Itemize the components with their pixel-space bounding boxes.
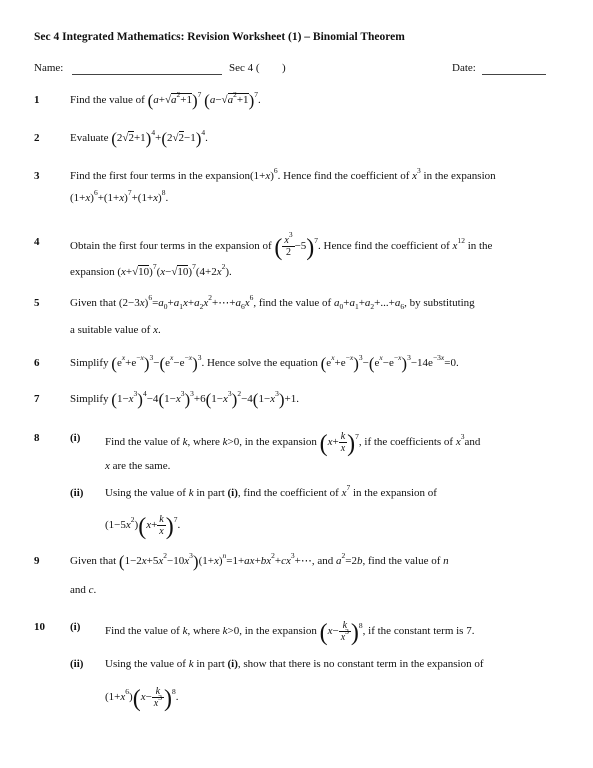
page-title: Sec 4 Integrated Mathematics: Revision Worksheet (1) – Binomial Theorem (34, 31, 405, 43)
question-number: 8 (34, 432, 40, 444)
question-9-line-2: and c. (70, 584, 97, 596)
question-10ii-line-2: $(1+x^6)(x-$ $\frac{k}{x^3}$ )$^8$. (105, 686, 179, 713)
question-1: Find the value of $(a+√a^2+1)^7$ $(a-√a^2+1)^7$. (70, 90, 261, 110)
name-field-line[interactable] (72, 63, 222, 75)
question-number: 3 (34, 170, 40, 182)
question-8ii-line-2: $(1-5x^2)(x+$ $\frac{k}{x}$ )$^7$. (105, 514, 181, 541)
question-8ii-line-1: Using the value of k in part (i), find the coefficient of $x^7$ in the expansion of (105, 483, 437, 499)
question-4-line-2: expansion $(x+√10)^7(x-√10)^7(4+2x^2)$. (70, 262, 232, 278)
class-close: ) (282, 62, 286, 74)
part-label: (i) (70, 432, 81, 444)
question-number: 9 (34, 555, 40, 567)
question-10i: Find the value of k, where k>0, in the expansion (x− $\frac{k}{x^3}$ )$^8$, if the constant term is 7. (105, 620, 475, 647)
date-label: Date: (452, 62, 476, 74)
question-number: 2 (34, 132, 40, 144)
question-1-text: Find the value of (70, 94, 145, 106)
question-8i-line-1: Find the value of k, where k>0, in the expansion (x+ $\frac{k}{x}$ )$^7$, if the coefficients of $x^3and$ (105, 431, 481, 458)
question-number: 1 (34, 94, 40, 106)
question-8i-line-2: x are the same. (105, 460, 171, 472)
question-9-line-1: Given that $(1-2x+5x^2-10x^3)(1+x)^n=1+ax+bx^2+cx^3+\cdots$, and $a^2=2b$, find the value of n (70, 551, 449, 571)
question-number: 6 (34, 357, 40, 369)
question-7: Simplify $(1-x^3)^4-4(1-x^3)^3+6(1-x^3)^2-4(1-x^3)+1$. (70, 389, 299, 409)
question-6: Simplify $(e^x+e^{-x})^3-(e^x-e^{-x})^3$. Hence solve the equation $(e^x+e^{-x})^3-(e^x-e^{-x})^3-14e^{-3x}=0$. (70, 353, 459, 373)
question-4-line-1: Obtain the first four terms in the expansion of ( $\frac{x^3}{2}$ −5)$^7$. Hence find the coefficient of $x^{12}$ in the (70, 230, 493, 262)
name-label: Name: (34, 62, 64, 74)
question-3-line-2: $(1+x)^6+(1+x)^7+(1+x)^8$. (70, 188, 169, 204)
part-label: (ii) (70, 658, 84, 670)
question-5-line-2: a suitable value of x. (70, 324, 161, 336)
part-label: (i) (70, 621, 81, 633)
date-field-line[interactable] (482, 63, 546, 75)
question-number: 4 (34, 236, 40, 248)
question-5-line-1: Given that $(2-3x)^6=a_0+a_1x+a_2x^2+\cdots+a_6x^6$, find the value of $a_0+a_1+a_2+...+a_6$, by substituting (70, 293, 475, 311)
question-2-text: Evaluate (70, 132, 109, 144)
part-label: (ii) (70, 487, 84, 499)
question-2: Evaluate $(2√2+1)^4+(2√2-1)^4$. (70, 128, 208, 148)
class-label: Sec 4 ( (229, 62, 260, 74)
question-number: 5 (34, 297, 40, 309)
question-10ii-line-1: Using the value of k in part (i), show that there is no constant term in the expansion of (105, 658, 484, 670)
question-number: 10 (34, 621, 45, 633)
question-3-line-1: Find the first four terms in the $expansion(1+x)^6$. Hence find the coefficient of $x^3$ in the expansion (70, 166, 496, 182)
question-number: 7 (34, 393, 40, 405)
